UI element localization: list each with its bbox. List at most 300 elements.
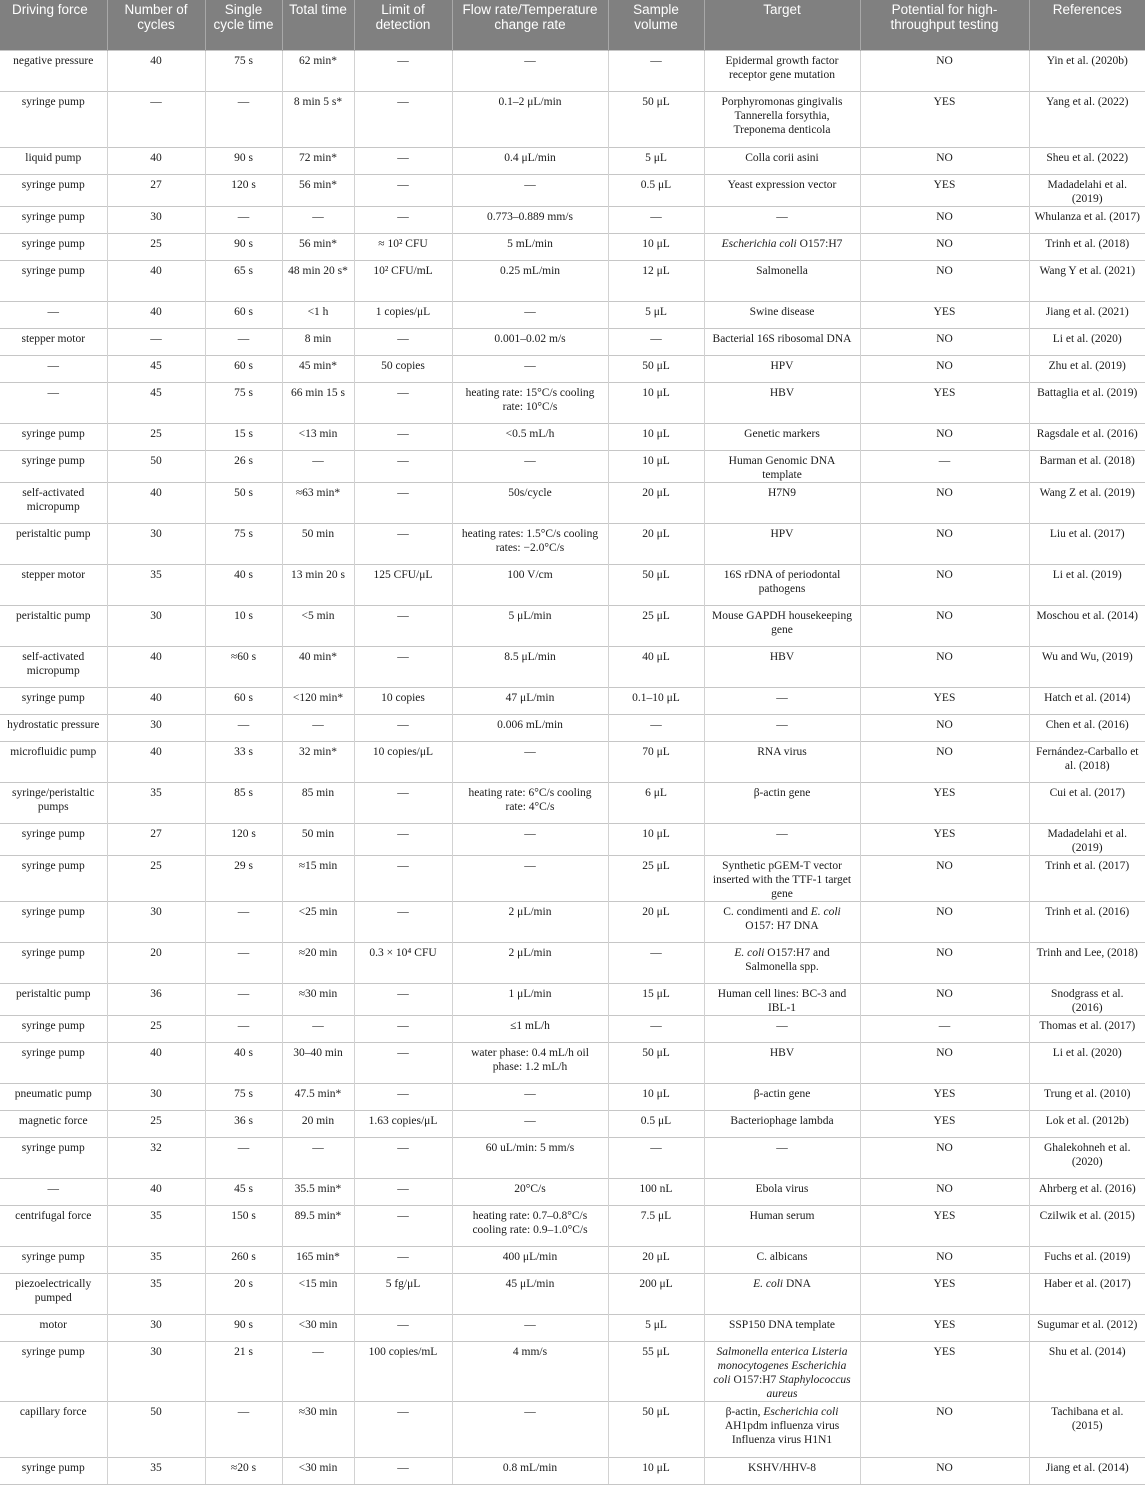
- single-cycle-time-cell: —: [205, 943, 282, 984]
- flow-rate-cell: heating rate: 6°C/s cooling rate: 4°C/s: [452, 783, 608, 824]
- column-header: Flow rate/Temperature change rate: [452, 0, 608, 51]
- sample-volume-cell: 25 μL: [608, 606, 704, 647]
- sample-volume-cell: 50 μL: [608, 1043, 704, 1084]
- sample-volume-cell: 55 μL: [608, 1342, 704, 1402]
- total-time-cell: ≈30 min: [282, 984, 354, 1016]
- total-time-cell: —: [282, 451, 354, 483]
- number-of-cycles-cell: 40: [107, 302, 205, 329]
- table-row: [0, 234, 1145, 261]
- limit-of-detection-cell: 1.63 copies/μL: [354, 1111, 452, 1138]
- number-of-cycles-cell: 36: [107, 984, 205, 1016]
- single-cycle-time-cell: 26 s: [205, 451, 282, 483]
- sample-volume-cell: 50 μL: [608, 356, 704, 383]
- reference-cell: Thomas et al. (2017): [1029, 1016, 1145, 1043]
- number-of-cycles-cell: 40: [107, 51, 205, 92]
- flow-rate-cell: 5 μL/min: [452, 606, 608, 647]
- single-cycle-time-cell: ≈60 s: [205, 647, 282, 688]
- driving-force-cell: syringe pump: [0, 943, 107, 984]
- high-throughput-cell: NO: [860, 51, 1029, 92]
- high-throughput-cell: NO: [860, 207, 1029, 234]
- target-cell: Human Genomic DNA template: [704, 451, 860, 483]
- number-of-cycles-cell: 40: [107, 148, 205, 175]
- number-of-cycles-cell: 35: [107, 1206, 205, 1247]
- total-time-cell: <120 min*: [282, 688, 354, 715]
- high-throughput-cell: NO: [860, 1179, 1029, 1206]
- single-cycle-time-cell: ≈20 s: [205, 1458, 282, 1485]
- single-cycle-time-cell: —: [205, 715, 282, 742]
- single-cycle-time-cell: 20 s: [205, 1274, 282, 1315]
- reference-cell: Czilwik et al. (2015): [1029, 1206, 1145, 1247]
- high-throughput-cell: NO: [860, 742, 1029, 783]
- sample-volume-cell: 10 μL: [608, 1458, 704, 1485]
- driving-force-cell: syringe/peristaltic pumps: [0, 783, 107, 824]
- sample-volume-cell: 12 μL: [608, 261, 704, 302]
- target-cell: Porphyromonas gingivalis Tannerella forsythia, Treponema denticola: [704, 92, 860, 148]
- total-time-cell: 48 min 20 s*: [282, 261, 354, 302]
- target-cell: Bacterial 16S ribosomal DNA: [704, 329, 860, 356]
- driving-force-cell: piezoelectrically pumped: [0, 1274, 107, 1315]
- table-row: [0, 647, 1145, 688]
- target-cell: —: [704, 824, 860, 856]
- column-header: Potential for high-throughput testing: [860, 0, 1029, 51]
- total-time-cell: <15 min: [282, 1274, 354, 1315]
- high-throughput-cell: YES: [860, 1111, 1029, 1138]
- driving-force-cell: syringe pump: [0, 92, 107, 148]
- high-throughput-cell: YES: [860, 1315, 1029, 1342]
- sample-volume-cell: —: [608, 1138, 704, 1179]
- table-row: [0, 1274, 1145, 1315]
- table-row: [0, 356, 1145, 383]
- limit-of-detection-cell: 0.3 × 10⁴ CFU: [354, 943, 452, 984]
- high-throughput-cell: YES: [860, 175, 1029, 207]
- limit-of-detection-cell: —: [354, 1179, 452, 1206]
- column-header: References: [1029, 0, 1145, 51]
- sample-volume-cell: 50 μL: [608, 565, 704, 606]
- table-row: [0, 383, 1145, 424]
- limit-of-detection-cell: ≈ 10² CFU: [354, 234, 452, 261]
- driving-force-cell: motor: [0, 1315, 107, 1342]
- high-throughput-cell: NO: [860, 356, 1029, 383]
- sample-volume-cell: 10 μL: [608, 451, 704, 483]
- number-of-cycles-cell: 30: [107, 1342, 205, 1402]
- driving-force-cell: —: [0, 356, 107, 383]
- table-row: [0, 856, 1145, 902]
- table-row: [0, 148, 1145, 175]
- driving-force-cell: stepper motor: [0, 329, 107, 356]
- flow-rate-cell: —: [452, 451, 608, 483]
- sample-volume-cell: 5 μL: [608, 1315, 704, 1342]
- flow-rate-cell: —: [452, 302, 608, 329]
- single-cycle-time-cell: 120 s: [205, 824, 282, 856]
- column-header: Driving force: [0, 0, 107, 51]
- single-cycle-time-cell: 40 s: [205, 565, 282, 606]
- single-cycle-time-cell: —: [205, 984, 282, 1016]
- driving-force-cell: peristaltic pump: [0, 606, 107, 647]
- flow-rate-cell: 5 mL/min: [452, 234, 608, 261]
- single-cycle-time-cell: 85 s: [205, 783, 282, 824]
- single-cycle-time-cell: 75 s: [205, 51, 282, 92]
- single-cycle-time-cell: 45 s: [205, 1179, 282, 1206]
- number-of-cycles-cell: 20: [107, 943, 205, 984]
- limit-of-detection-cell: —: [354, 1206, 452, 1247]
- target-cell: H7N9: [704, 483, 860, 524]
- high-throughput-cell: NO: [860, 943, 1029, 984]
- total-time-cell: ≈63 min*: [282, 483, 354, 524]
- limit-of-detection-cell: —: [354, 51, 452, 92]
- limit-of-detection-cell: —: [354, 451, 452, 483]
- reference-cell: Trinh et al. (2017): [1029, 856, 1145, 902]
- driving-force-cell: microfluidic pump: [0, 742, 107, 783]
- target-cell: Human cell lines: BC-3 and IBL-1: [704, 984, 860, 1016]
- driving-force-cell: syringe pump: [0, 1016, 107, 1043]
- number-of-cycles-cell: 45: [107, 356, 205, 383]
- table-row: [0, 715, 1145, 742]
- limit-of-detection-cell: —: [354, 715, 452, 742]
- single-cycle-time-cell: 75 s: [205, 383, 282, 424]
- target-cell: Bacteriophage lambda: [704, 1111, 860, 1138]
- table-row: [0, 51, 1145, 92]
- reference-cell: Zhu et al. (2019): [1029, 356, 1145, 383]
- target-cell: HPV: [704, 356, 860, 383]
- flow-rate-cell: 100 V/cm: [452, 565, 608, 606]
- sample-volume-cell: 10 μL: [608, 1084, 704, 1111]
- number-of-cycles-cell: 40: [107, 483, 205, 524]
- number-of-cycles-cell: 35: [107, 1274, 205, 1315]
- reference-cell: Wang Z et al. (2019): [1029, 483, 1145, 524]
- number-of-cycles-cell: 35: [107, 565, 205, 606]
- high-throughput-cell: NO: [860, 606, 1029, 647]
- target-cell: —: [704, 1016, 860, 1043]
- reference-cell: Madadelahi et al. (2019): [1029, 175, 1145, 207]
- target-cell: Mouse GAPDH housekeeping gene: [704, 606, 860, 647]
- reference-cell: Fernández-Carballo et al. (2018): [1029, 742, 1145, 783]
- target-cell: Ebola virus: [704, 1179, 860, 1206]
- limit-of-detection-cell: —: [354, 148, 452, 175]
- table-row: [0, 329, 1145, 356]
- sample-volume-cell: —: [608, 1016, 704, 1043]
- limit-of-detection-cell: 100 copies/mL: [354, 1342, 452, 1402]
- reference-cell: Ghalekohneh et al. (2020): [1029, 1138, 1145, 1179]
- flow-rate-cell: 50s/cycle: [452, 483, 608, 524]
- total-time-cell: 72 min*: [282, 148, 354, 175]
- number-of-cycles-cell: 27: [107, 175, 205, 207]
- high-throughput-cell: YES: [860, 92, 1029, 148]
- total-time-cell: —: [282, 1342, 354, 1402]
- single-cycle-time-cell: 60 s: [205, 688, 282, 715]
- flow-rate-cell: 8.5 μL/min: [452, 647, 608, 688]
- total-time-cell: <5 min: [282, 606, 354, 647]
- total-time-cell: ≈15 min: [282, 856, 354, 902]
- single-cycle-time-cell: 150 s: [205, 1206, 282, 1247]
- limit-of-detection-cell: —: [354, 1138, 452, 1179]
- sample-volume-cell: 70 μL: [608, 742, 704, 783]
- table-row: [0, 783, 1145, 824]
- single-cycle-time-cell: 90 s: [205, 1315, 282, 1342]
- total-time-cell: 50 min: [282, 524, 354, 565]
- limit-of-detection-cell: —: [354, 524, 452, 565]
- flow-rate-cell: 0.1–2 μL/min: [452, 92, 608, 148]
- driving-force-cell: self-activated micropump: [0, 483, 107, 524]
- sample-volume-cell: 20 μL: [608, 483, 704, 524]
- high-throughput-cell: NO: [860, 715, 1029, 742]
- number-of-cycles-cell: 35: [107, 1247, 205, 1274]
- limit-of-detection-cell: —: [354, 783, 452, 824]
- single-cycle-time-cell: —: [205, 92, 282, 148]
- table-row: [0, 1084, 1145, 1111]
- column-header: Limit of detection: [354, 0, 452, 51]
- total-time-cell: 40 min*: [282, 647, 354, 688]
- reference-cell: Ragsdale et al. (2016): [1029, 424, 1145, 451]
- total-time-cell: —: [282, 207, 354, 234]
- total-time-cell: 35.5 min*: [282, 1179, 354, 1206]
- table-row: [0, 943, 1145, 984]
- reference-cell: Li et al. (2019): [1029, 565, 1145, 606]
- total-time-cell: ≈20 min: [282, 943, 354, 984]
- flow-rate-cell: —: [452, 1315, 608, 1342]
- target-cell: Epidermal growth factor receptor gene mutation: [704, 51, 860, 92]
- total-time-cell: —: [282, 1138, 354, 1179]
- high-throughput-cell: NO: [860, 984, 1029, 1016]
- driving-force-cell: syringe pump: [0, 234, 107, 261]
- total-time-cell: 165 min*: [282, 1247, 354, 1274]
- column-header: Single cycle time: [205, 0, 282, 51]
- high-throughput-cell: NO: [860, 902, 1029, 943]
- number-of-cycles-cell: —: [107, 92, 205, 148]
- reference-cell: Barman et al. (2018): [1029, 451, 1145, 483]
- driving-force-cell: pneumatic pump: [0, 1084, 107, 1111]
- total-time-cell: —: [282, 715, 354, 742]
- number-of-cycles-cell: 40: [107, 742, 205, 783]
- total-time-cell: 45 min*: [282, 356, 354, 383]
- limit-of-detection-cell: —: [354, 483, 452, 524]
- flow-rate-cell: 2 μL/min: [452, 902, 608, 943]
- high-throughput-cell: NO: [860, 1402, 1029, 1458]
- high-throughput-cell: YES: [860, 688, 1029, 715]
- limit-of-detection-cell: —: [354, 824, 452, 856]
- sample-volume-cell: 7.5 μL: [608, 1206, 704, 1247]
- driving-force-cell: stepper motor: [0, 565, 107, 606]
- total-time-cell: 62 min*: [282, 51, 354, 92]
- sample-volume-cell: —: [608, 329, 704, 356]
- driving-force-cell: syringe pump: [0, 1342, 107, 1402]
- flow-rate-cell: 45 μL/min: [452, 1274, 608, 1315]
- column-header: Sample volume: [608, 0, 704, 51]
- table-row: [0, 902, 1145, 943]
- total-time-cell: 20 min: [282, 1111, 354, 1138]
- number-of-cycles-cell: 25: [107, 1016, 205, 1043]
- total-time-cell: 56 min*: [282, 234, 354, 261]
- total-time-cell: 89.5 min*: [282, 1206, 354, 1247]
- driving-force-cell: syringe pump: [0, 1043, 107, 1084]
- flow-rate-cell: —: [452, 1084, 608, 1111]
- sample-volume-cell: 0.1–10 μL: [608, 688, 704, 715]
- reference-cell: Battaglia et al. (2019): [1029, 383, 1145, 424]
- driving-force-cell: liquid pump: [0, 148, 107, 175]
- limit-of-detection-cell: —: [354, 424, 452, 451]
- reference-cell: Liu et al. (2017): [1029, 524, 1145, 565]
- reference-cell: Trinh and Lee, (2018): [1029, 943, 1145, 984]
- target-cell: Colla corii asini: [704, 148, 860, 175]
- table-row: [0, 1342, 1145, 1402]
- number-of-cycles-cell: 30: [107, 207, 205, 234]
- reference-cell: Wu and Wu, (2019): [1029, 647, 1145, 688]
- limit-of-detection-cell: —: [354, 175, 452, 207]
- table-row: [0, 565, 1145, 606]
- sample-volume-cell: —: [608, 715, 704, 742]
- limit-of-detection-cell: —: [354, 902, 452, 943]
- limit-of-detection-cell: 50 copies: [354, 356, 452, 383]
- flow-rate-cell: heating rates: 1.5°C/s cooling rates: −2.0°C/s: [452, 524, 608, 565]
- table-row: [0, 1179, 1145, 1206]
- sample-volume-cell: 5 μL: [608, 302, 704, 329]
- table-row: [0, 1458, 1145, 1485]
- flow-rate-cell: heating rate: 0.7–0.8°C/s cooling rate: 0.9–1.0°C/s: [452, 1206, 608, 1247]
- reference-cell: Chen et al. (2016): [1029, 715, 1145, 742]
- total-time-cell: 50 min: [282, 824, 354, 856]
- number-of-cycles-cell: 40: [107, 261, 205, 302]
- reference-cell: Moschou et al. (2014): [1029, 606, 1145, 647]
- driving-force-cell: negative pressure: [0, 51, 107, 92]
- sample-volume-cell: 40 μL: [608, 647, 704, 688]
- flow-rate-cell: 20°C/s: [452, 1179, 608, 1206]
- sample-volume-cell: —: [608, 207, 704, 234]
- flow-rate-cell: —: [452, 175, 608, 207]
- total-time-cell: 66 min 15 s: [282, 383, 354, 424]
- high-throughput-cell: YES: [860, 1084, 1029, 1111]
- limit-of-detection-cell: —: [354, 856, 452, 902]
- single-cycle-time-cell: 90 s: [205, 148, 282, 175]
- target-cell: E. coli O157:H7 and Salmonella spp.: [704, 943, 860, 984]
- single-cycle-time-cell: 10 s: [205, 606, 282, 647]
- high-throughput-cell: YES: [860, 1342, 1029, 1402]
- number-of-cycles-cell: 25: [107, 856, 205, 902]
- limit-of-detection-cell: 1 copies/μL: [354, 302, 452, 329]
- high-throughput-cell: —: [860, 451, 1029, 483]
- driving-force-cell: syringe pump: [0, 175, 107, 207]
- target-cell: Human serum: [704, 1206, 860, 1247]
- reference-cell: Yang et al. (2022): [1029, 92, 1145, 148]
- limit-of-detection-cell: —: [354, 1043, 452, 1084]
- flow-rate-cell: —: [452, 856, 608, 902]
- reference-cell: Li et al. (2020): [1029, 329, 1145, 356]
- high-throughput-cell: YES: [860, 1206, 1029, 1247]
- single-cycle-time-cell: 75 s: [205, 1084, 282, 1111]
- number-of-cycles-cell: 35: [107, 1458, 205, 1485]
- total-time-cell: <13 min: [282, 424, 354, 451]
- table-row: [0, 1016, 1145, 1043]
- target-cell: β-actin gene: [704, 1084, 860, 1111]
- table-row: [0, 1206, 1145, 1247]
- single-cycle-time-cell: —: [205, 329, 282, 356]
- reference-cell: Ahrberg et al. (2016): [1029, 1179, 1145, 1206]
- high-throughput-cell: NO: [860, 329, 1029, 356]
- high-throughput-cell: NO: [860, 565, 1029, 606]
- single-cycle-time-cell: 15 s: [205, 424, 282, 451]
- driving-force-cell: syringe pump: [0, 824, 107, 856]
- flow-rate-cell: ≤1 mL/h: [452, 1016, 608, 1043]
- flow-rate-cell: 0.001–0.02 m/s: [452, 329, 608, 356]
- flow-rate-cell: 0.25 mL/min: [452, 261, 608, 302]
- column-header: Target: [704, 0, 860, 51]
- table-body: [0, 51, 1145, 1485]
- table-row: [0, 606, 1145, 647]
- single-cycle-time-cell: 60 s: [205, 302, 282, 329]
- sample-volume-cell: 200 μL: [608, 1274, 704, 1315]
- sample-volume-cell: 10 μL: [608, 824, 704, 856]
- high-throughput-cell: NO: [860, 1458, 1029, 1485]
- limit-of-detection-cell: —: [354, 1458, 452, 1485]
- number-of-cycles-cell: 30: [107, 1315, 205, 1342]
- high-throughput-cell: NO: [860, 856, 1029, 902]
- driving-force-cell: syringe pump: [0, 207, 107, 234]
- table-row: [0, 261, 1145, 302]
- table-row: [0, 742, 1145, 783]
- number-of-cycles-cell: 32: [107, 1138, 205, 1179]
- limit-of-detection-cell: —: [354, 606, 452, 647]
- total-time-cell: 47.5 min*: [282, 1084, 354, 1111]
- flow-rate-cell: 0.4 μL/min: [452, 148, 608, 175]
- limit-of-detection-cell: —: [354, 92, 452, 148]
- driving-force-cell: syringe pump: [0, 1138, 107, 1179]
- limit-of-detection-cell: —: [354, 1084, 452, 1111]
- reference-cell: Snodgrass et al. (2016): [1029, 984, 1145, 1016]
- limit-of-detection-cell: 125 CFU/μL: [354, 565, 452, 606]
- high-throughput-cell: NO: [860, 234, 1029, 261]
- number-of-cycles-cell: 35: [107, 783, 205, 824]
- high-throughput-cell: NO: [860, 424, 1029, 451]
- flow-rate-cell: —: [452, 824, 608, 856]
- high-throughput-cell: NO: [860, 524, 1029, 565]
- single-cycle-time-cell: 21 s: [205, 1342, 282, 1402]
- target-cell: —: [704, 715, 860, 742]
- number-of-cycles-cell: 40: [107, 1179, 205, 1206]
- target-cell: SSP150 DNA template: [704, 1315, 860, 1342]
- driving-force-cell: magnetic force: [0, 1111, 107, 1138]
- single-cycle-time-cell: 120 s: [205, 175, 282, 207]
- sample-volume-cell: 6 μL: [608, 783, 704, 824]
- header-row: [0, 0, 1145, 51]
- limit-of-detection-cell: 5 fg/μL: [354, 1274, 452, 1315]
- number-of-cycles-cell: 40: [107, 688, 205, 715]
- reference-cell: Li et al. (2020): [1029, 1043, 1145, 1084]
- single-cycle-time-cell: —: [205, 207, 282, 234]
- flow-rate-cell: 0.8 mL/min: [452, 1458, 608, 1485]
- total-time-cell: —: [282, 1016, 354, 1043]
- reference-cell: Jiang et al. (2021): [1029, 302, 1145, 329]
- flow-rate-cell: 0.773–0.889 mm/s: [452, 207, 608, 234]
- number-of-cycles-cell: 25: [107, 424, 205, 451]
- target-cell: HBV: [704, 647, 860, 688]
- number-of-cycles-cell: 30: [107, 902, 205, 943]
- table-row: [0, 524, 1145, 565]
- limit-of-detection-cell: —: [354, 1315, 452, 1342]
- sample-volume-cell: 50 μL: [608, 92, 704, 148]
- table-row: [0, 207, 1145, 234]
- reference-cell: Tachibana et al. (2015): [1029, 1402, 1145, 1458]
- reference-cell: Sugumar et al. (2012): [1029, 1315, 1145, 1342]
- sample-volume-cell: —: [608, 51, 704, 92]
- limit-of-detection-cell: —: [354, 984, 452, 1016]
- target-cell: HBV: [704, 1043, 860, 1084]
- limit-of-detection-cell: —: [354, 329, 452, 356]
- target-cell: 16S rDNA of periodontal pathogens: [704, 565, 860, 606]
- flow-rate-cell: —: [452, 51, 608, 92]
- table-row: [0, 1043, 1145, 1084]
- driving-force-cell: capillary force: [0, 1402, 107, 1458]
- table-row: [0, 175, 1145, 207]
- high-throughput-cell: NO: [860, 148, 1029, 175]
- sample-volume-cell: 100 nL: [608, 1179, 704, 1206]
